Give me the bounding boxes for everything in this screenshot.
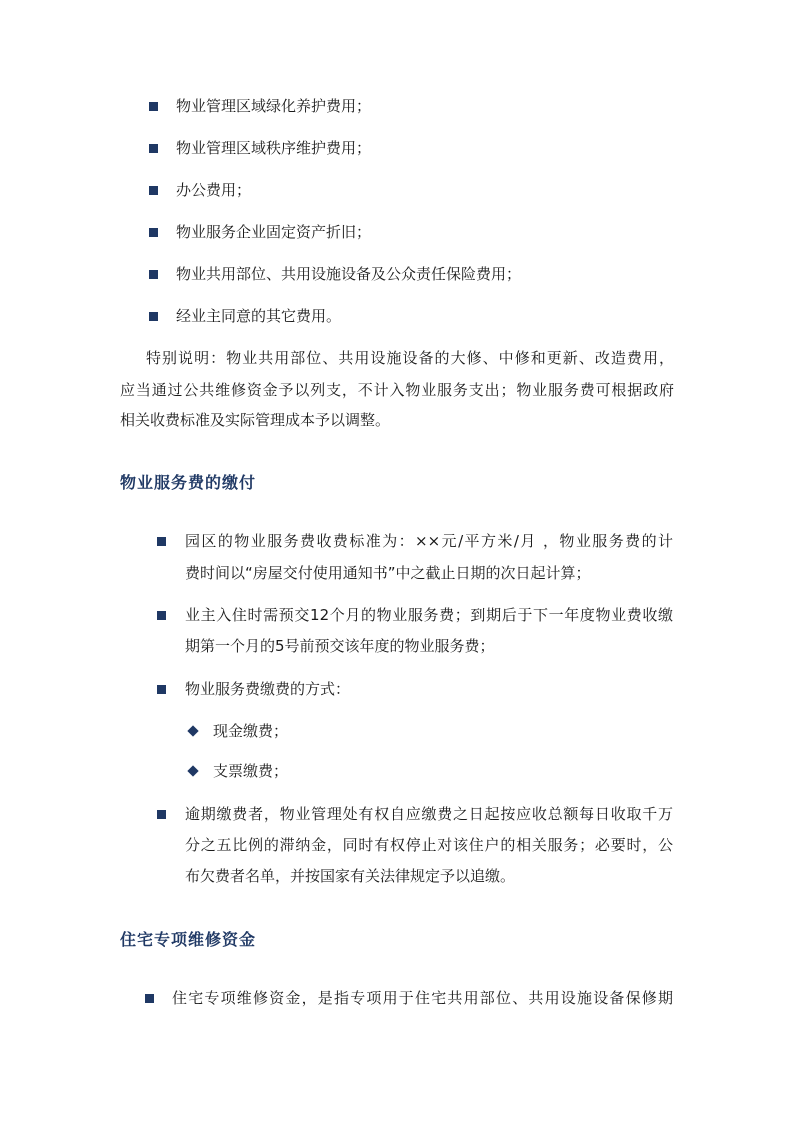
list-item-continuation: 分之五比例的滞纳金，同时有权停止对该住户的相关服务；必要时，公 [185,836,673,854]
list-item: 业主入住时需预交12个月的物业服务费；到期后于下一年度物业费收缴 [185,606,673,624]
list-item: 物业共用部位、共用设施设备及公众责任保险费用； [176,265,522,283]
list-item-continuation: 布欠费者名单，并按国家有关法律规定予以追缴。 [185,867,516,885]
list-item: 物业管理区域秩序维护费用； [176,139,372,157]
list-item: 逾期缴费者，物业管理处有权自应缴费之日起按应收总额每日收取千万 [185,805,673,823]
square-bullet-icon [149,228,158,237]
list-item: 办公费用； [176,181,252,199]
square-bullet-icon [157,810,166,819]
list-item: 园区的物业服务费收费标准为：××元/平方米/月 ，物业服务费的计 [185,532,673,550]
square-bullet-icon [157,611,166,620]
sub-list-item: 支票缴费； [213,762,289,780]
square-bullet-icon [149,102,158,111]
list-item-continuation: 费时间以“房屋交付使用通知书”中之截止日期的次日起计算； [185,564,591,582]
diamond-bullet-icon [187,765,198,776]
paragraph-line: 应当通过公共维修资金予以列支，不计入物业服务支出；物业服务费可根据政府 [120,381,674,399]
square-bullet-icon [145,994,154,1003]
list-item-continuation: 期第一个月的5号前预交该年度的物业服务费； [185,637,495,655]
list-item: 物业服务费缴费的方式： [185,680,351,698]
list-item: 经业主同意的其它费用。 [176,307,342,325]
paragraph-line: 相关收费标准及实际管理成本予以调整。 [120,411,391,429]
diamond-bullet-icon [187,725,198,736]
section-heading-payment: 物业服务费的缴付 [120,473,257,492]
square-bullet-icon [149,270,158,279]
paragraph-line: 特别说明：物业共用部位、共用设施设备的大修、中修和更新、改造费用， [146,349,674,367]
sub-list-item: 现金缴费； [213,722,289,740]
section-heading-maintenance-fund: 住宅专项维修资金 [120,930,257,949]
list-item: 物业服务企业固定资产折旧； [176,223,372,241]
square-bullet-icon [157,685,166,694]
square-bullet-icon [157,537,166,546]
square-bullet-icon [149,186,158,195]
square-bullet-icon [149,312,158,321]
list-item: 住宅专项维修资金，是指专项用于住宅共用部位、共用设施设备保修期 [172,989,673,1007]
square-bullet-icon [149,144,158,153]
list-item: 物业管理区域绿化养护费用； [176,97,372,115]
